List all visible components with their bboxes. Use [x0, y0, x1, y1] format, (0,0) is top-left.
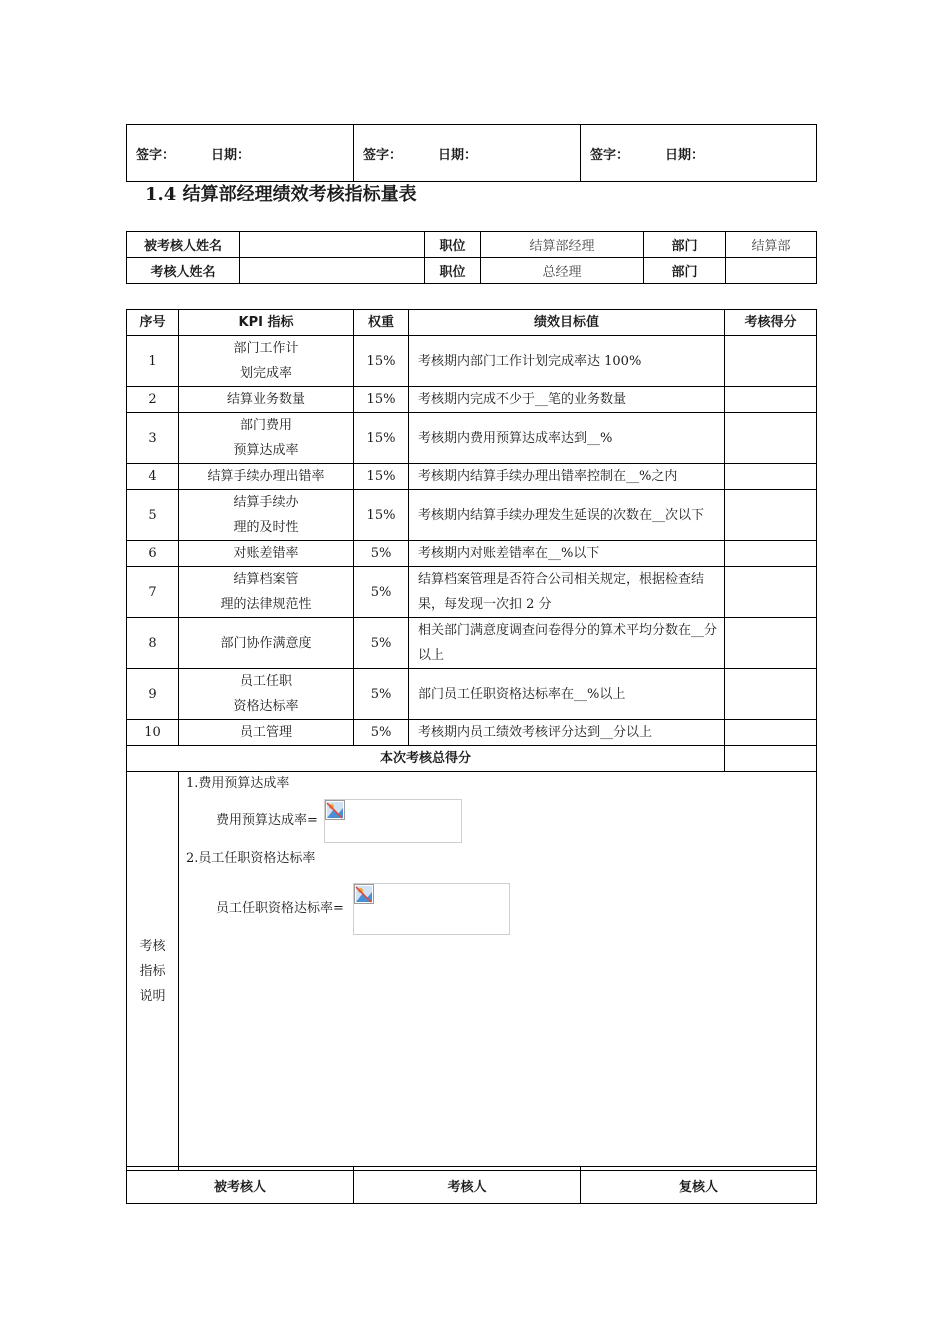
- kpi-name-line: 理的法律规范性: [220, 597, 312, 612]
- kpi-score-cell[interactable]: [725, 336, 817, 387]
- formula-label: 费用预算达成率=: [216, 813, 318, 828]
- total-score-label: 本次考核总得分: [127, 746, 725, 772]
- kpi-no: 1: [127, 336, 179, 387]
- assessee-footer-cell[interactable]: 被考核人: [127, 1167, 354, 1204]
- date-label: 日期：: [665, 147, 705, 163]
- kpi-weight: 15%: [354, 413, 409, 464]
- sign-label: 签字：: [590, 147, 630, 163]
- kpi-name-line: 资格达标率: [233, 699, 299, 714]
- date-label: 日期：: [438, 147, 478, 163]
- kpi-target: 部门员工任职资格达标率在__%以上: [409, 669, 725, 720]
- info-table: [126, 231, 817, 284]
- reviewer-table: [126, 1166, 817, 1204]
- explanation-label-line: 说明: [139, 988, 166, 1004]
- kpi-name-line: 结算档案管: [233, 572, 299, 587]
- kpi-weight: 15%: [354, 336, 409, 387]
- kpi-no: 2: [127, 387, 179, 413]
- kpi-weight: 5%: [354, 669, 409, 720]
- kpi-score-cell[interactable]: [725, 464, 817, 490]
- kpi-row: [127, 413, 817, 464]
- explanation-label-cell: [127, 772, 179, 1171]
- reviewer-footer-cell[interactable]: 复核人: [581, 1167, 817, 1204]
- kpi-row: [127, 541, 817, 567]
- kpi-target: 考核期内部门工作计划完成率达 100%: [409, 336, 725, 387]
- broken-image-icon: [354, 884, 374, 904]
- explanation-row: [127, 772, 817, 1171]
- kpi-name: [179, 669, 354, 720]
- signature-cell[interactable]: [127, 125, 354, 182]
- kpi-name: [179, 618, 354, 669]
- kpi-row: [127, 567, 817, 618]
- kpi-name: [179, 464, 354, 490]
- assessor-footer-cell[interactable]: 考核人: [354, 1167, 581, 1204]
- explanation-content: [179, 772, 817, 1171]
- kpi-no: 6: [127, 541, 179, 567]
- kpi-row: [127, 720, 817, 746]
- kpi-name-line: 员工管理: [239, 725, 292, 740]
- kpi-row: [127, 336, 817, 387]
- kpi-score-cell[interactable]: [725, 387, 817, 413]
- assessor-name-label: 考核人姓名: [127, 258, 240, 284]
- kpi-name: [179, 413, 354, 464]
- kpi-name: [179, 490, 354, 541]
- kpi-score-cell[interactable]: [725, 413, 817, 464]
- formula-image: [353, 883, 510, 935]
- assessor-dept[interactable]: [726, 258, 817, 284]
- header-score: 考核得分: [725, 310, 817, 336]
- kpi-name-line: 部门工作计: [233, 341, 299, 356]
- kpi-row: [127, 618, 817, 669]
- kpi-name: [179, 336, 354, 387]
- kpi-weight: 15%: [354, 490, 409, 541]
- assessee-position[interactable]: 结算部经理: [481, 232, 644, 258]
- kpi-table: [126, 309, 817, 1171]
- explanation-label-line: 考核: [139, 938, 166, 954]
- kpi-name: [179, 567, 354, 618]
- kpi-score-cell[interactable]: [725, 720, 817, 746]
- position-label: 职位: [425, 232, 481, 258]
- assessee-row: [127, 232, 817, 258]
- assessee-name-label: 被考核人姓名: [127, 232, 240, 258]
- kpi-target: 结算档案管理是否符合公司相关规定，根据检查结果，每发现一次扣 2 分: [409, 567, 725, 618]
- kpi-no: 4: [127, 464, 179, 490]
- kpi-score-cell[interactable]: [725, 669, 817, 720]
- kpi-weight: 5%: [354, 720, 409, 746]
- kpi-no: 5: [127, 490, 179, 541]
- header-kpi: KPI 指标: [179, 310, 354, 336]
- kpi-target: 考核期内结算手续办理发生延误的次数在__次以下: [409, 490, 725, 541]
- assessor-name-field[interactable]: [240, 258, 425, 284]
- kpi-score-cell[interactable]: [725, 490, 817, 541]
- kpi-score-cell[interactable]: [725, 541, 817, 567]
- kpi-name: [179, 387, 354, 413]
- kpi-weight: 5%: [354, 618, 409, 669]
- broken-image-icon: [325, 800, 345, 820]
- kpi-name-line: 结算手续办理出错率: [207, 469, 325, 484]
- kpi-score-cell[interactable]: [725, 567, 817, 618]
- kpi-no: 8: [127, 618, 179, 669]
- kpi-target: 相关部门满意度调查问卷得分的算术平均分数在__分以上: [409, 618, 725, 669]
- signature-table: [126, 124, 817, 182]
- assessee-dept[interactable]: 结算部: [726, 232, 817, 258]
- position-label: 职位: [425, 258, 481, 284]
- dept-label: 部门: [644, 232, 726, 258]
- kpi-row: [127, 490, 817, 541]
- kpi-weight: 5%: [354, 541, 409, 567]
- date-label: 日期：: [211, 147, 251, 163]
- kpi-row: [127, 464, 817, 490]
- kpi-target: 考核期内员工绩效考核评分达到__分以上: [409, 720, 725, 746]
- kpi-name-line: 划完成率: [239, 366, 292, 381]
- kpi-header-row: [127, 310, 817, 336]
- kpi-name-line: 结算业务数量: [226, 392, 305, 407]
- assessor-row: [127, 258, 817, 284]
- explanation-heading: 2.员工任职资格达标率: [186, 851, 316, 866]
- sign-label: 签字：: [363, 147, 403, 163]
- total-score-cell[interactable]: [725, 746, 817, 772]
- kpi-weight: 15%: [354, 387, 409, 413]
- kpi-name: [179, 720, 354, 746]
- signature-cell[interactable]: [354, 125, 581, 182]
- kpi-target: 考核期内完成不少于__笔的业务数量: [409, 387, 725, 413]
- kpi-no: 10: [127, 720, 179, 746]
- sign-label: 签字：: [136, 147, 176, 163]
- section-title: 1.4 结算部经理绩效考核指标量表: [145, 184, 417, 205]
- kpi-no: 9: [127, 669, 179, 720]
- dept-label: 部门: [644, 258, 726, 284]
- kpi-target: 考核期内费用预算达成率达到__%: [409, 413, 725, 464]
- kpi-row: [127, 669, 817, 720]
- explanation-label-line: 指标: [139, 963, 166, 979]
- kpi-weight: 15%: [354, 464, 409, 490]
- signature-cell[interactable]: [581, 125, 817, 182]
- kpi-name: [179, 541, 354, 567]
- kpi-name-line: 部门协作满意度: [220, 635, 312, 651]
- kpi-no: 7: [127, 567, 179, 618]
- header-weight: 权重: [354, 310, 409, 336]
- kpi-score-cell[interactable]: [725, 618, 817, 669]
- kpi-name-line: 理的及时性: [233, 520, 299, 535]
- total-score-row: [127, 746, 817, 772]
- assessee-name-field[interactable]: [240, 232, 425, 258]
- explanation-heading: 1.费用预算达成率: [186, 776, 290, 791]
- kpi-name-line: 对账差错率: [233, 546, 299, 561]
- kpi-weight: 5%: [354, 567, 409, 618]
- kpi-row: [127, 387, 817, 413]
- assessor-position[interactable]: 总经理: [481, 258, 644, 284]
- header-no: 序号: [127, 310, 179, 336]
- kpi-name-line: 预算达成率: [233, 443, 299, 458]
- kpi-target: 考核期内对账差错率在__%以下: [409, 541, 725, 567]
- formula-label: 员工任职资格达标率=: [216, 901, 344, 916]
- kpi-name-line: 部门费用: [239, 418, 292, 433]
- header-target: 绩效目标值: [409, 310, 725, 336]
- kpi-target: 考核期内结算手续办理出错率控制在__%之内: [409, 464, 725, 490]
- kpi-no: 3: [127, 413, 179, 464]
- kpi-name-line: 结算手续办: [233, 495, 299, 510]
- kpi-name-line: 员工任职: [239, 674, 292, 689]
